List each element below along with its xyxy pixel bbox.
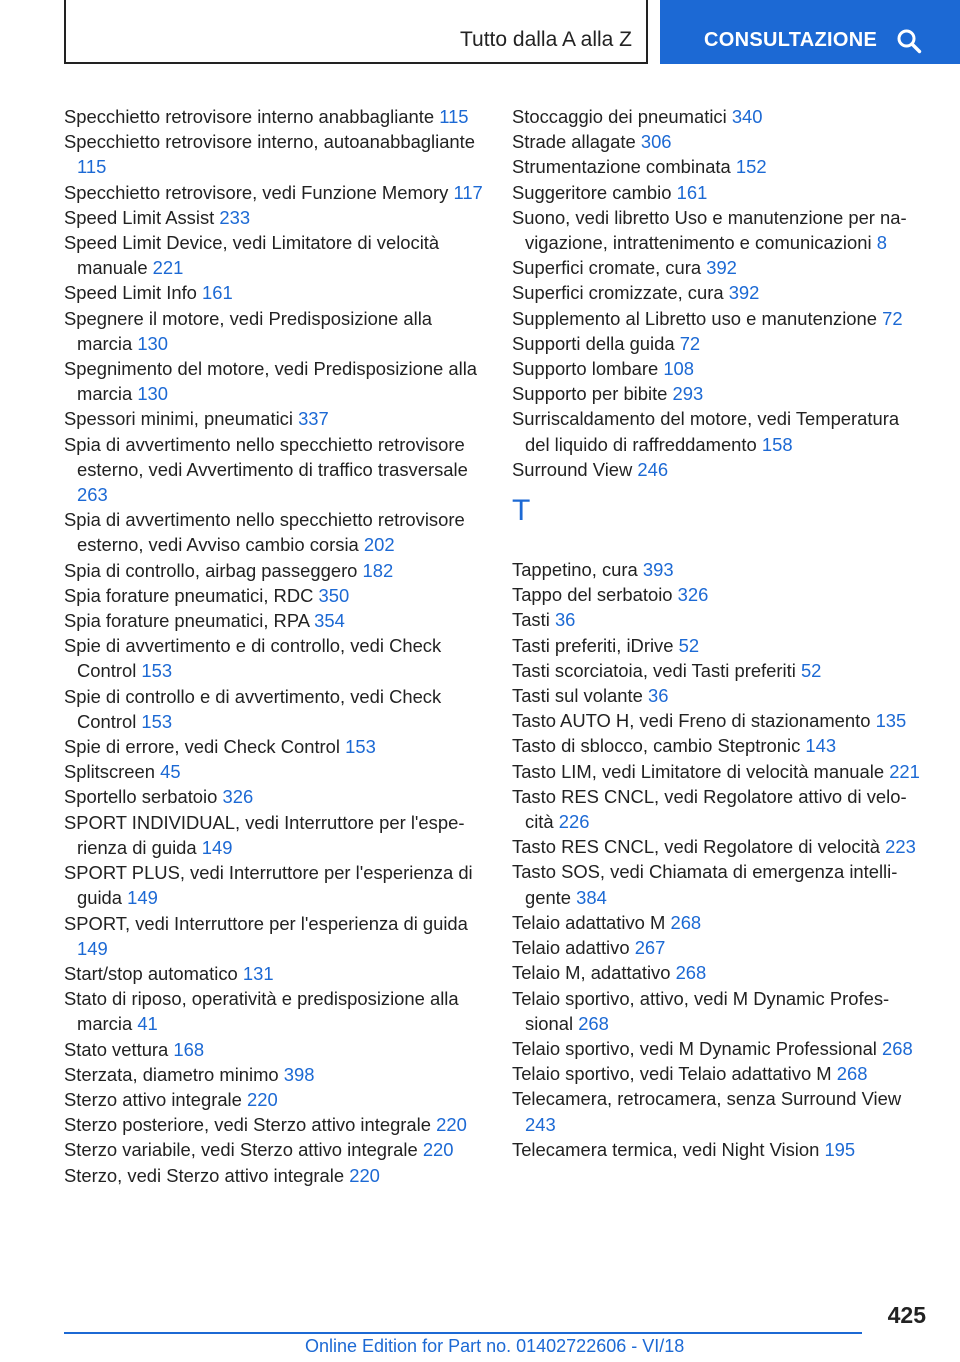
index-entry-text: Telaio sportivo, vedi M Dynamic Professional bbox=[512, 1037, 877, 1059]
index-entry-text: SPORT, vedi Interruttore per l'esperienza di guida bbox=[64, 912, 468, 934]
index-entry bbox=[64, 860, 484, 910]
footer-edition: Online Edition for Part no. 01402722606 - VI/18 bbox=[305, 1336, 685, 1356]
index-entry bbox=[64, 1137, 484, 1162]
index-page-link[interactable]: 108 bbox=[663, 358, 695, 380]
index-entry-text: Telaio M, adattativo bbox=[512, 962, 671, 984]
page-header bbox=[0, 0, 960, 66]
index-entry bbox=[512, 381, 927, 406]
index-entry bbox=[64, 734, 484, 759]
index-page-link[interactable]: 149 bbox=[201, 836, 233, 858]
index-page-link[interactable]: 306 bbox=[640, 131, 672, 153]
index-entry bbox=[512, 180, 927, 205]
index-page-link[interactable]: 392 bbox=[728, 282, 760, 304]
section-title: Tutto dalla A alla Z bbox=[460, 28, 632, 51]
index-entry-text: Strade allagate bbox=[512, 131, 636, 153]
index-page-link[interactable]: 392 bbox=[706, 257, 737, 279]
index-entry-text: Supporto per bibite bbox=[512, 383, 668, 405]
index-entry-text: Suggeritore cambio bbox=[512, 181, 672, 203]
index-entry bbox=[64, 180, 484, 205]
index-entry-text: Stato di riposo, operatività e predisposizione alla marcia bbox=[64, 988, 459, 1035]
index-page-link[interactable]: 117 bbox=[453, 181, 483, 203]
page-number: 425 bbox=[887, 1302, 926, 1328]
index-page-link[interactable]: 226 bbox=[558, 811, 590, 833]
index-page-link[interactable]: 268 bbox=[578, 1012, 609, 1034]
index-page-link[interactable]: 220 bbox=[436, 1114, 467, 1136]
letter-heading: T bbox=[512, 494, 531, 528]
index-entry-text: Spie di controllo e di avvertimento, vedi Check Control bbox=[64, 685, 442, 732]
index-page-link[interactable]: 36 bbox=[554, 609, 576, 631]
index-entry-text: Telaio adattativo M bbox=[512, 911, 666, 933]
index-entry bbox=[512, 406, 927, 456]
index-page-link[interactable]: 243 bbox=[525, 1113, 556, 1135]
index-page-link[interactable]: 149 bbox=[127, 887, 158, 909]
index-entry bbox=[64, 406, 484, 431]
index-entry-text: Speed Limit Assist bbox=[64, 206, 215, 228]
index-entry-text: Sportello serbatoio bbox=[64, 786, 218, 808]
index-page-link[interactable]: 223 bbox=[885, 836, 916, 858]
index-entry bbox=[512, 658, 927, 683]
index-entry bbox=[64, 1087, 484, 1112]
index-entry bbox=[512, 859, 927, 909]
index-entry-text: SPORT PLUS, vedi Interruttore per l'esperienza di guida bbox=[64, 862, 473, 909]
index-entry-text: Supporti della guida bbox=[512, 332, 675, 354]
index-page-link[interactable]: 293 bbox=[672, 383, 704, 405]
index-entry-text: Tasto di sblocco, cambio Steptronic bbox=[512, 735, 801, 757]
index-page-link[interactable]: 72 bbox=[882, 307, 903, 329]
index-page-link[interactable]: 41 bbox=[137, 1013, 158, 1035]
index-entry bbox=[64, 280, 484, 305]
index-entry-text: Sterzo variabile, vedi Sterzo attivo integrale bbox=[64, 1139, 418, 1161]
index-page-link[interactable]: 130 bbox=[137, 332, 168, 354]
index-page-link[interactable]: 158 bbox=[761, 433, 793, 455]
index-entry-text: Spessori minimi, pneumatici bbox=[64, 408, 293, 430]
index-entry bbox=[512, 582, 927, 607]
index-page-link[interactable]: 130 bbox=[137, 383, 168, 405]
index-entry bbox=[64, 633, 484, 683]
index-page-link[interactable]: 221 bbox=[889, 760, 920, 782]
index-page-link[interactable]: 161 bbox=[676, 181, 708, 203]
index-entry bbox=[512, 1036, 927, 1061]
index-entry-text: Telaio adattivo bbox=[512, 937, 630, 959]
footer-divider bbox=[64, 1332, 862, 1334]
index-entry bbox=[512, 759, 927, 784]
index-entry-text: Splitscreen bbox=[64, 761, 155, 783]
index-entry bbox=[64, 911, 484, 961]
index-page-link[interactable]: 115 bbox=[439, 106, 469, 127]
index-entry-text: Suono, vedi libretto Uso e manutenzione per navigazione, intrattenimento e comunicazioni bbox=[512, 206, 907, 254]
index-entry-text: Sterzo, vedi Sterzo attivo integrale bbox=[64, 1164, 345, 1186]
index-entry bbox=[512, 457, 927, 482]
index-entry bbox=[512, 331, 927, 356]
index-entry-text: Telecamera, retrocamera, senza Surround View bbox=[512, 1088, 902, 1110]
index-entry bbox=[512, 1137, 927, 1162]
index-page-link[interactable]: 384 bbox=[576, 886, 607, 908]
index-entry-text: Specchietto retrovisore, vedi Funzione Memory bbox=[64, 181, 449, 203]
index-page-link[interactable]: 233 bbox=[219, 206, 251, 228]
index-entry bbox=[512, 1086, 927, 1136]
index-entry bbox=[64, 1163, 484, 1188]
index-entry-text: Tasti scorciatoia, vedi Tasti preferiti bbox=[512, 659, 796, 681]
index-entry-text: Spia di avvertimento nello specchietto retrovisore esterno, vedi Avvertimento di traffico trasversale bbox=[64, 433, 468, 480]
chapter-title: CONSULTAZIONE bbox=[704, 29, 878, 51]
index-entry-text: Tasto RES CNCL, vedi Regolatore di velocità bbox=[512, 836, 880, 858]
index-entry bbox=[64, 356, 484, 406]
index-page-link[interactable]: 398 bbox=[283, 1063, 315, 1085]
index-entry-text: Tasti preferiti, iDrive bbox=[512, 634, 674, 656]
index-entry bbox=[512, 280, 927, 305]
index-page-link[interactable]: 131 bbox=[242, 962, 274, 984]
index-page-link[interactable]: 8 bbox=[876, 232, 887, 254]
index-entry-text: Spegnimento del motore, vedi Predisposizione alla marcia bbox=[64, 358, 478, 405]
footer bbox=[305, 1336, 684, 1357]
index-column-right bbox=[512, 104, 927, 1162]
index-entry-text: Superfici cromate, cura bbox=[512, 257, 702, 279]
index-entry bbox=[512, 356, 927, 381]
index-entry-text: Tasti bbox=[512, 609, 550, 631]
index-entry-text: Tasto RES CNCL, vedi Regolatore attivo di velocità bbox=[512, 785, 907, 833]
index-entry bbox=[64, 432, 484, 508]
index-entry bbox=[64, 986, 484, 1036]
index-page-link[interactable]: 267 bbox=[634, 937, 666, 959]
index-entry-text: Spia forature pneumatici, RPA bbox=[64, 610, 309, 632]
index-page-link[interactable]: 168 bbox=[173, 1038, 205, 1060]
index-entry bbox=[64, 1112, 484, 1137]
index-entry-text: Telaio sportivo, attivo, vedi M Dynamic Professional bbox=[512, 987, 890, 1034]
index-entry-text: Spie di errore, vedi Check Control bbox=[64, 736, 340, 758]
index-page-link[interactable]: 153 bbox=[141, 710, 173, 732]
index-group-s-end bbox=[512, 104, 927, 482]
index-entry bbox=[64, 608, 484, 633]
index-entry bbox=[64, 1062, 484, 1087]
index-entry bbox=[64, 306, 484, 356]
index-entry bbox=[64, 810, 484, 860]
index-page-link[interactable]: 268 bbox=[882, 1037, 913, 1059]
index-page-link[interactable]: 153 bbox=[345, 736, 376, 758]
index-entry bbox=[64, 784, 484, 809]
index-entry-text: Surriscaldamento del motore, vedi Temperatura del liquido di raffreddamento bbox=[512, 408, 900, 455]
index-page-link[interactable]: 115 bbox=[77, 156, 107, 178]
index-entry bbox=[64, 129, 484, 179]
index-entry-text: Speed Limit Device, vedi Limitatore di velocità manuale bbox=[64, 232, 440, 279]
index-entry bbox=[64, 759, 484, 784]
index-entry bbox=[512, 784, 927, 834]
index-page-link[interactable]: 350 bbox=[318, 584, 350, 606]
index-entry-text: Spegnere il motore, vedi Predisposizione alla marcia bbox=[64, 307, 433, 354]
index-entry-text: Start/stop automatico bbox=[64, 962, 238, 984]
index-entry-text: Superfici cromizzate, cura bbox=[512, 282, 724, 304]
search-icon[interactable] bbox=[896, 28, 922, 54]
index-entry bbox=[512, 633, 927, 658]
index-page-link[interactable]: 195 bbox=[824, 1138, 856, 1160]
index-entry bbox=[64, 104, 484, 129]
index-entry-text: Strumentazione combinata bbox=[512, 156, 731, 178]
index-entry bbox=[64, 684, 484, 734]
index-entry-text: Specchietto retrovisore interno, autoanabbagliante bbox=[64, 131, 475, 153]
index-entry bbox=[512, 154, 927, 179]
index-entry-text: Spie di avvertimento e di controllo, vedi Check Control bbox=[64, 635, 442, 682]
index-entry-text: Tappetino, cura bbox=[512, 559, 638, 581]
index-entry bbox=[512, 205, 927, 255]
index-entry-text: Sterzata, diametro minimo bbox=[64, 1063, 279, 1085]
index-page-link[interactable]: 246 bbox=[637, 458, 669, 480]
index-page-link[interactable]: 326 bbox=[677, 584, 709, 606]
index-entry bbox=[64, 583, 484, 608]
index-entry bbox=[512, 935, 927, 960]
index-entry-text: Tasti sul volante bbox=[512, 685, 643, 707]
index-entry-text: Spia di controllo, airbag passeggero bbox=[64, 559, 358, 581]
index-entry-text: Telaio sportivo, vedi Telaio adattativo M bbox=[512, 1063, 832, 1085]
index-entry-text: SPORT INDIVIDUAL, vedi Interruttore per l'esperienza di guida bbox=[64, 811, 465, 858]
index-page-link[interactable]: 45 bbox=[160, 761, 181, 783]
index-page-link[interactable]: 393 bbox=[642, 559, 674, 581]
index-page-link[interactable]: 135 bbox=[875, 710, 907, 732]
index-page-link[interactable]: 268 bbox=[670, 911, 702, 933]
index-entry bbox=[64, 230, 484, 280]
index-page-link[interactable]: 340 bbox=[731, 106, 763, 127]
index-entry-text: Stoccaggio dei pneumatici bbox=[512, 106, 727, 127]
index-page-link[interactable]: 268 bbox=[836, 1063, 868, 1085]
index-page-link[interactable]: 220 bbox=[349, 1164, 380, 1186]
index-entry bbox=[512, 834, 927, 859]
index-column-left bbox=[64, 104, 484, 1188]
index-entry bbox=[64, 507, 484, 557]
index-page-link[interactable]: 161 bbox=[202, 282, 233, 304]
index-page-link[interactable]: 36 bbox=[647, 685, 669, 707]
index-page-link[interactable]: 354 bbox=[314, 610, 345, 632]
index-page-link[interactable]: 153 bbox=[141, 660, 173, 682]
index-page-link[interactable]: 182 bbox=[362, 559, 394, 581]
index-entry bbox=[512, 129, 927, 154]
index-entry bbox=[64, 961, 484, 986]
index-entry bbox=[512, 708, 927, 733]
index-entry-text: Specchietto retrovisore interno anabbagliante bbox=[64, 106, 435, 127]
index-entry bbox=[512, 960, 927, 985]
index-entry-text: Speed Limit Info bbox=[64, 282, 197, 304]
index-entry bbox=[64, 558, 484, 583]
index-entry-text: Telecamera termica, vedi Night Vision bbox=[512, 1138, 820, 1160]
index-entry-text: Supporto lombare bbox=[512, 358, 659, 380]
section-tab bbox=[64, 0, 648, 64]
index-entry bbox=[64, 1037, 484, 1062]
index-entry-text: Surround View bbox=[512, 458, 633, 480]
index-entry bbox=[512, 104, 927, 129]
index-page-link[interactable]: 52 bbox=[678, 634, 700, 656]
index-page-link[interactable]: 220 bbox=[422, 1139, 454, 1161]
index-entry bbox=[512, 607, 927, 632]
index-entry-text: Sterzo posteriore, vedi Sterzo attivo integrale bbox=[64, 1114, 431, 1136]
index-entry bbox=[512, 306, 927, 331]
index-entry bbox=[64, 205, 484, 230]
index-entry-text: Supplemento al Libretto uso e manutenzione bbox=[512, 307, 877, 329]
index-entry-text: Stato vettura bbox=[64, 1038, 169, 1060]
index-page-link[interactable]: 220 bbox=[247, 1088, 278, 1110]
index-page-link[interactable]: 202 bbox=[363, 534, 395, 556]
index-page-link[interactable]: 221 bbox=[152, 257, 184, 279]
index-entry-text: Tappo del serbatoio bbox=[512, 584, 673, 606]
index-entry bbox=[512, 255, 927, 280]
index-page-link[interactable]: 263 bbox=[77, 484, 108, 506]
index-entry-text: Tasto SOS, vedi Chiamata di emergenza intelligente bbox=[512, 861, 898, 908]
index-page-link[interactable]: 143 bbox=[805, 735, 837, 757]
index-entry bbox=[512, 557, 927, 582]
index-page-link[interactable]: 337 bbox=[298, 408, 329, 430]
index-page-link[interactable]: 149 bbox=[77, 937, 108, 959]
index-entry-text: Sterzo attivo integrale bbox=[64, 1088, 242, 1110]
index-page-link[interactable]: 72 bbox=[679, 332, 701, 354]
index-page-link[interactable]: 52 bbox=[800, 659, 822, 681]
index-entry bbox=[512, 910, 927, 935]
index-entry-text: Spia forature pneumatici, RDC bbox=[64, 584, 314, 606]
index-entry bbox=[512, 733, 927, 758]
index-entry-text: Spia di avvertimento nello specchietto retrovisore esterno, vedi Avviso cambio corsia bbox=[64, 509, 465, 556]
index-page-link[interactable]: 326 bbox=[222, 786, 254, 808]
index-entry-text: Tasto AUTO H, vedi Freno di stazionamento bbox=[512, 710, 871, 732]
index-entry-text: Tasto LIM, vedi Limitatore di velocità manuale bbox=[512, 760, 885, 782]
index-page-link[interactable]: 152 bbox=[735, 156, 767, 178]
chapter-tab[interactable] bbox=[660, 0, 960, 64]
index-entry bbox=[512, 683, 927, 708]
index-page-link[interactable]: 268 bbox=[675, 962, 707, 984]
index-entry bbox=[512, 986, 927, 1036]
index-entry bbox=[512, 1061, 927, 1086]
index-group-t bbox=[512, 557, 927, 1162]
